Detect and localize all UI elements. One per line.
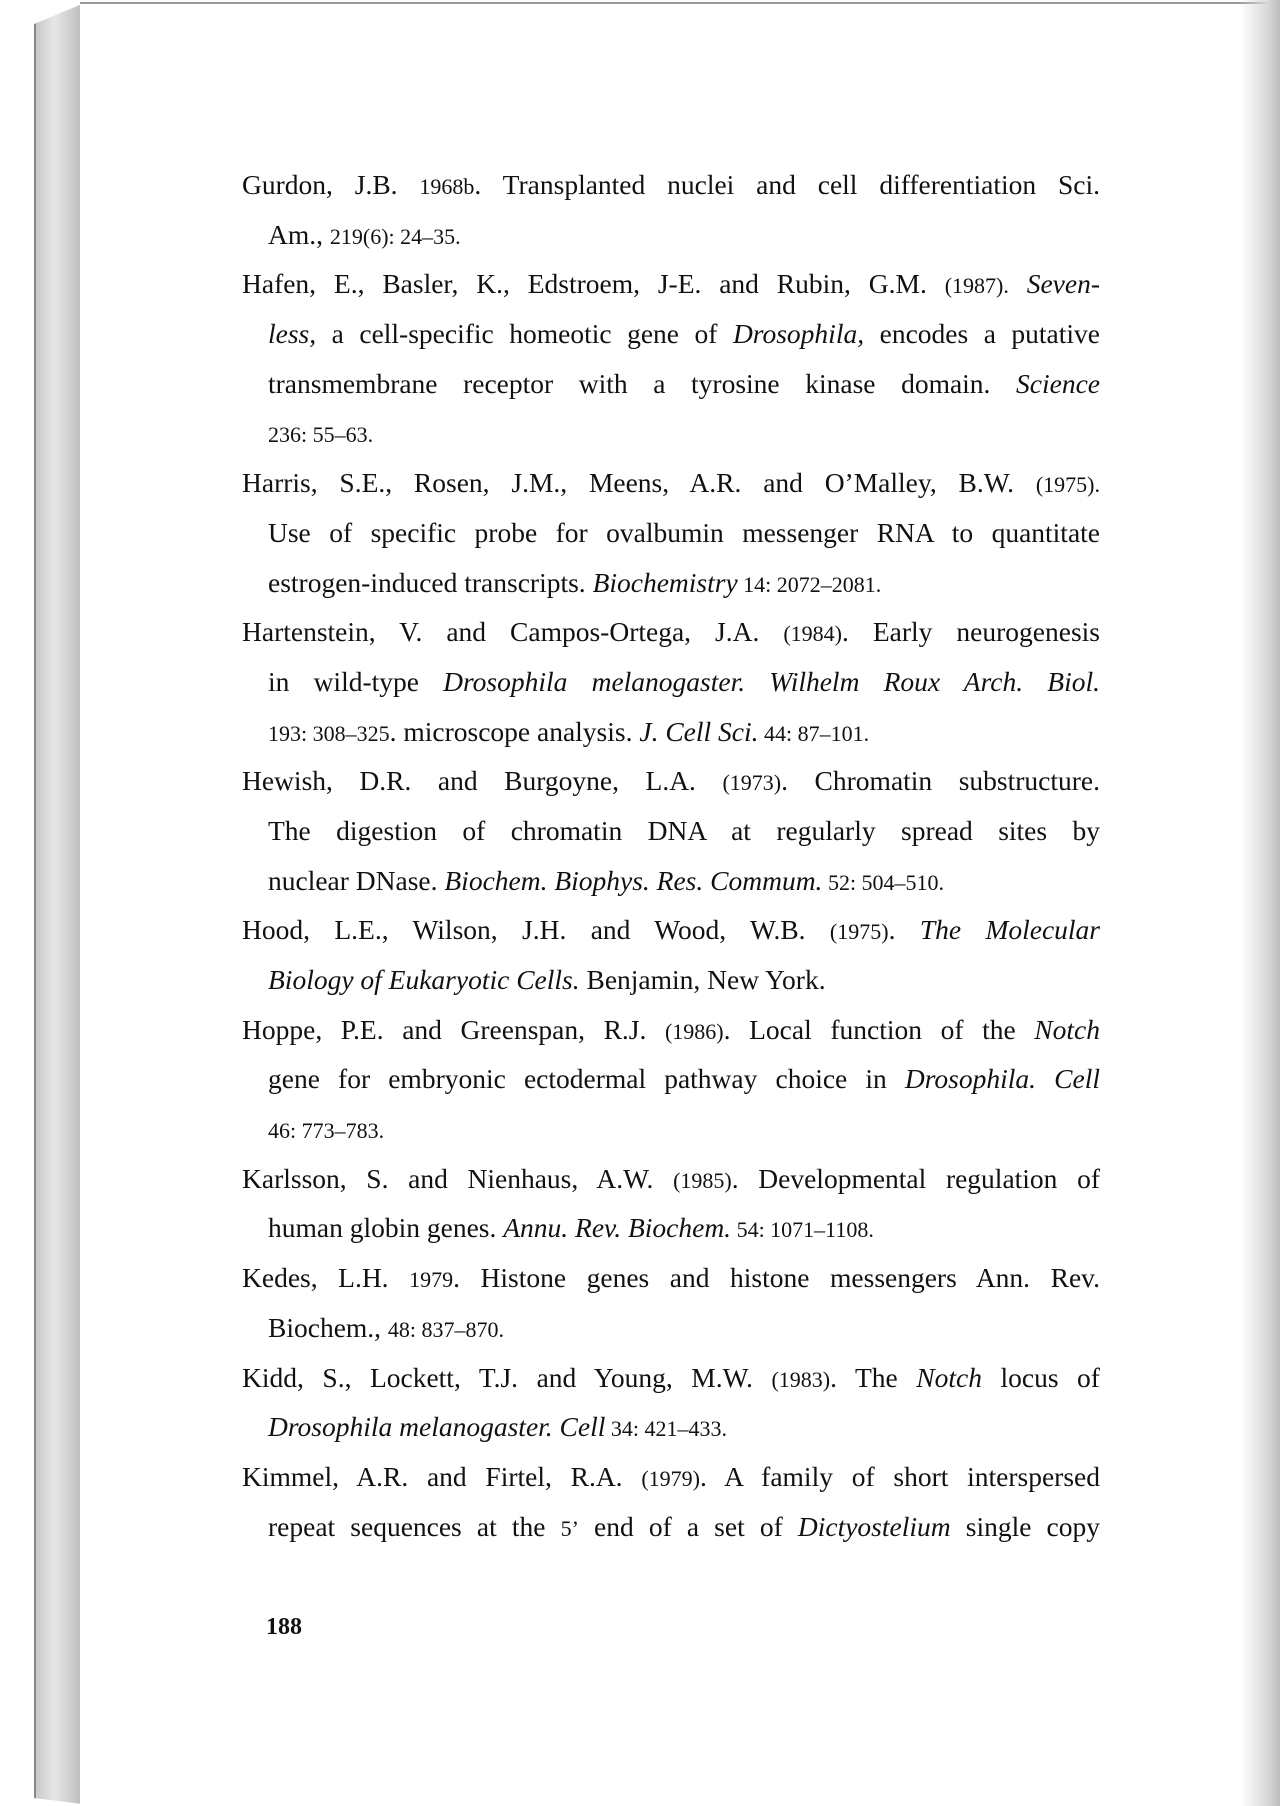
text-segment: single copy xyxy=(950,1510,1101,1542)
italic-text: Biology of Eukaryotic Cells. xyxy=(268,964,580,995)
text-segment: 34: 421–433. xyxy=(605,1416,728,1442)
text-segment: locus of xyxy=(981,1361,1100,1393)
text-segment: Hartenstein, V. and Campos-Ortega, J.A. xyxy=(242,616,784,648)
text-segment: (1975) xyxy=(829,919,889,945)
text-segment: (1973) xyxy=(722,770,782,796)
text-segment: end of a set of xyxy=(578,1510,798,1542)
text-segment: Kidd, S., Lockett, T.J. and Young, M.W. xyxy=(242,1361,772,1393)
italic-text: J. Cell Sci. xyxy=(639,715,759,747)
italic-text: Notch xyxy=(916,1361,982,1393)
italic-text: The Molecular xyxy=(919,914,1100,946)
text-segment: 14: 2072–2081. xyxy=(737,571,882,597)
italic-text: Seven- xyxy=(1008,268,1100,300)
text-segment: Hood, L.E., Wilson, J.H. and Wood, W.B. xyxy=(242,914,830,946)
reference-entry xyxy=(242,160,1100,259)
text-segment: . Chromatin substructure. xyxy=(781,765,1101,797)
text-segment: . Transplanted nuclei and cell differentiation Sci. xyxy=(474,169,1100,200)
text-segment: estrogen-induced transcripts. xyxy=(268,566,593,598)
text-segment: Use of specific probe for ovalbumin messenger RNA to quantitate xyxy=(268,516,1100,548)
text-segment: . Early neurogenesis xyxy=(842,616,1100,648)
reference-line xyxy=(242,1502,1100,1552)
reference-line xyxy=(242,607,1100,657)
text-segment: 236: 55–63. xyxy=(268,422,374,448)
reference-line xyxy=(242,806,1100,856)
text-segment: (1984) xyxy=(783,621,842,647)
reference-line xyxy=(242,1253,1100,1303)
reference-line xyxy=(242,1154,1100,1204)
italic-text: Annu. Rev. Biochem. xyxy=(503,1212,732,1244)
text-segment: 54: 1071–1108. xyxy=(731,1217,874,1243)
text-segment: 48: 837–870. xyxy=(387,1316,505,1342)
page-edge-shadow xyxy=(1240,0,1280,1806)
text-segment: in wild-type xyxy=(268,665,444,697)
text-segment: (1983) xyxy=(771,1366,831,1392)
text-segment: repeat sequences at the xyxy=(268,1510,561,1542)
text-segment: Biochem., xyxy=(268,1311,388,1343)
text-segment: 1979 xyxy=(409,1267,454,1293)
reference-entry xyxy=(242,259,1100,458)
text-segment: 52: 504–510. xyxy=(822,869,945,895)
reference-line xyxy=(242,756,1100,806)
text-segment: transmembrane receptor with a tyrosine kinase domain. xyxy=(268,367,1017,399)
page-number: 188 xyxy=(266,1614,302,1640)
reference-entry xyxy=(242,1452,1100,1551)
text-segment: . A family of short interspersed xyxy=(699,1460,1100,1492)
reference-entry xyxy=(242,1005,1100,1154)
reference-line xyxy=(242,1402,1100,1452)
reference-line xyxy=(242,458,1100,508)
reference-list xyxy=(242,160,1100,1551)
reference-line xyxy=(242,1005,1100,1055)
italic-text: Biochem. Biophys. Res. Commum. xyxy=(444,864,823,896)
text-segment: human globin genes. xyxy=(268,1212,504,1244)
text-segment: . The xyxy=(830,1361,917,1393)
book-spine xyxy=(34,4,82,1804)
text-segment: gene for embryonic ectodermal pathway choice in xyxy=(268,1063,905,1095)
reference-line xyxy=(242,210,1100,260)
italic-text: Notch xyxy=(1034,1013,1100,1045)
reference-line xyxy=(242,1203,1100,1253)
italic-text: Drosophila. Cell xyxy=(904,1063,1100,1095)
text-segment: Hewish, D.R. and Burgoyne, L.A. xyxy=(242,765,723,797)
reference-entry xyxy=(242,458,1100,607)
text-segment: Kimmel, A.R. and Firtel, R.A. xyxy=(242,1460,642,1492)
text-segment: Gurdon, J.B. xyxy=(242,169,420,200)
reference-line xyxy=(242,160,1100,210)
text-segment: Kedes, L.H. xyxy=(242,1262,410,1294)
text-segment: 5’ xyxy=(560,1515,579,1541)
reference-entry xyxy=(242,607,1100,756)
text-segment: . Developmental regulation of xyxy=(731,1162,1100,1194)
reference-entry xyxy=(242,1253,1100,1352)
text-segment: nuclear DNase. xyxy=(268,864,445,896)
reference-line xyxy=(242,955,1100,1005)
text-segment: (1975). xyxy=(1035,472,1100,498)
reference-line xyxy=(242,359,1100,409)
text-segment: a cell-specific homeotic gene of xyxy=(316,318,733,350)
reference-line xyxy=(242,657,1100,707)
text-segment: Benjamin, New York. xyxy=(579,964,826,995)
reference-line xyxy=(242,707,1100,757)
reference-line xyxy=(242,508,1100,558)
text-segment: 219(6): 24–35. xyxy=(329,223,461,249)
text-segment: Harris, S.E., Rosen, J.M., Meens, A.R. and O’Malley, B.W. xyxy=(242,467,1036,499)
text-segment: The digestion of chromatin DNA at regularly spread sites by xyxy=(268,814,1100,846)
reference-line xyxy=(242,408,1100,458)
text-segment: 46: 773–783. xyxy=(268,1118,385,1144)
text-segment: Am., xyxy=(268,218,330,250)
text-segment: (1986) xyxy=(664,1018,724,1044)
italic-text: Drosophila melanogaster. Cell xyxy=(268,1411,606,1443)
italic-text: Dictyostelium xyxy=(797,1510,951,1542)
text-segment: encodes a putative xyxy=(864,318,1100,350)
italic-text: Drosophila, xyxy=(732,318,865,350)
italic-text: less, xyxy=(268,318,317,350)
italic-text: Biochemistry xyxy=(592,566,738,598)
text-segment: (1979) xyxy=(641,1465,700,1491)
text-segment: . Histone genes and histone messengers Ann. Rev. xyxy=(453,1262,1100,1294)
text-segment: (1985) xyxy=(673,1167,732,1193)
reference-line xyxy=(242,856,1100,906)
text-segment: Hoppe, P.E. and Greenspan, R.J. xyxy=(242,1013,665,1045)
italic-text: Science xyxy=(1016,367,1100,399)
reference-entry xyxy=(242,905,1100,1004)
text-segment: . microscope analysis. xyxy=(389,715,640,747)
reference-line xyxy=(242,1452,1100,1502)
reference-entry xyxy=(242,1353,1100,1452)
reference-line xyxy=(242,1353,1100,1403)
reference-line xyxy=(242,1054,1100,1104)
reference-entry xyxy=(242,756,1100,905)
text-segment: 193: 308–325 xyxy=(268,720,390,746)
reference-entry xyxy=(242,1154,1100,1253)
text-segment: 1968b xyxy=(419,174,475,199)
reference-line xyxy=(242,259,1100,309)
text-segment: Karlsson, S. and Nienhaus, A.W. xyxy=(242,1162,674,1194)
text-segment: . xyxy=(888,914,920,946)
text-segment: (1987). xyxy=(944,273,1009,299)
italic-text: Drosophila melanogaster. Wilhelm Roux Arch. Biol. xyxy=(443,665,1100,697)
reference-line xyxy=(242,905,1100,955)
text-segment: . Local function of the xyxy=(723,1013,1035,1045)
reference-line xyxy=(242,1104,1100,1154)
reference-line xyxy=(242,309,1100,359)
reference-line xyxy=(242,1303,1100,1353)
reference-line xyxy=(242,558,1100,608)
text-segment: Hafen, E., Basler, K., Edstroem, J-E. and Rubin, G.M. xyxy=(242,268,945,300)
text-segment: 44: 87–101. xyxy=(758,720,870,746)
